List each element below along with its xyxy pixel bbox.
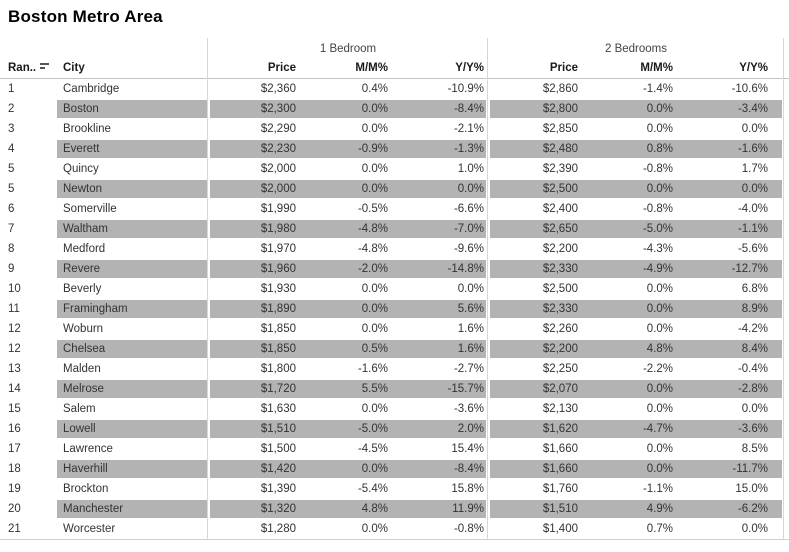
br2-mm-cell: 0.0%	[582, 99, 677, 119]
br1-price-cell: $1,630	[260, 403, 296, 415]
table-row	[0, 79, 789, 99]
table-row	[0, 479, 789, 499]
br1-mm-column-header[interactable]: M/M%	[355, 62, 388, 74]
br2-price-cell: $1,510	[488, 499, 582, 519]
br2-price-cell: $2,200	[488, 339, 582, 359]
br1-mm-cell: 0.0%	[361, 323, 388, 335]
br1-mm-cell: 0.0%	[361, 123, 388, 135]
br1-price-cell: $2,000	[208, 179, 300, 199]
rank-cell: 20	[8, 503, 21, 515]
br2-price-cell: $2,500	[488, 179, 582, 199]
br1-yy-cell: 0.0%	[392, 179, 488, 199]
br2-mm-cell: -4.7%	[582, 419, 677, 439]
city-cell: Revere	[57, 259, 208, 279]
city-cell: Framingham	[57, 299, 208, 319]
br1-yy-cell: -9.6%	[453, 243, 484, 255]
br2-mm-cell: 4.9%	[582, 499, 677, 519]
city-cell: Brookline	[63, 123, 111, 135]
br2-price-cell: $2,500	[542, 283, 578, 295]
br2-yy-cell: -10.6%	[731, 83, 768, 95]
br1-mm-cell: -4.8%	[357, 243, 388, 255]
br1-mm-cell: -0.9%	[300, 139, 392, 159]
br2-price-cell: $2,390	[542, 163, 578, 175]
br2-yy-cell: -3.4%	[677, 99, 784, 119]
br1-yy-cell: 0.0%	[457, 283, 484, 295]
br1-mm-cell: 0.0%	[361, 403, 388, 415]
br1-yy-cell: 1.6%	[457, 323, 484, 335]
rank-cell: 9	[8, 263, 15, 275]
br2-mm-cell: 0.0%	[646, 283, 673, 295]
table-row	[0, 239, 789, 259]
br1-yy-cell: 1.6%	[392, 339, 488, 359]
br2-mm-cell: 0.7%	[646, 523, 673, 535]
br1-price-cell: $1,420	[208, 459, 300, 479]
br1-mm-cell: -1.6%	[357, 363, 388, 375]
br2-mm-cell: 0.0%	[646, 443, 673, 455]
rank-cell: 3	[8, 123, 15, 135]
br1-mm-cell: 0.0%	[300, 459, 392, 479]
br2-yy-cell: 0.0%	[741, 403, 768, 415]
br2-price-cell: $2,130	[542, 403, 578, 415]
br2-mm-cell: -0.8%	[642, 163, 673, 175]
city-cell: Lawrence	[63, 443, 113, 455]
table-row	[0, 319, 789, 339]
br1-yy-column-header[interactable]: Y/Y%	[455, 62, 484, 74]
br2-price-cell: $2,070	[488, 379, 582, 399]
rank-cell: 21	[8, 523, 21, 535]
city-cell: Beverly	[63, 283, 102, 295]
br2-yy-cell: -3.6%	[677, 419, 784, 439]
br2-yy-cell: -11.7%	[677, 459, 784, 479]
br1-mm-cell: 0.4%	[361, 83, 388, 95]
table-row	[0, 419, 789, 439]
rank-cell: 17	[8, 443, 21, 455]
rank-cell: 19	[8, 483, 21, 495]
br2-yy-cell: -2.8%	[677, 379, 784, 399]
city-cell: Woburn	[63, 323, 104, 335]
br1-price-column-header[interactable]: Price	[267, 62, 296, 74]
br2-price-cell: $1,760	[542, 483, 578, 495]
rank-cell: 5	[8, 163, 15, 175]
city-cell: Boston	[57, 99, 208, 119]
br1-yy-cell: 5.6%	[392, 299, 488, 319]
br2-yy-cell: 8.9%	[677, 299, 784, 319]
city-cell: Everett	[57, 139, 208, 159]
rank-cell: 12	[8, 323, 21, 335]
br1-price-cell: $1,500	[260, 443, 296, 455]
section-divider-2	[487, 38, 488, 539]
br2-yy-cell: -12.7%	[677, 259, 784, 279]
table-row	[0, 119, 789, 139]
br2-mm-cell: -0.8%	[642, 203, 673, 215]
br1-price-cell: $1,320	[208, 499, 300, 519]
br2-yy-cell: 0.0%	[741, 123, 768, 135]
br2-mm-column-header[interactable]: M/M%	[640, 62, 673, 74]
sort-icon[interactable]	[40, 59, 51, 78]
br1-yy-cell: -14.8%	[392, 259, 488, 279]
br1-yy-cell: -1.3%	[392, 139, 488, 159]
br2-yy-cell: -4.0%	[737, 203, 768, 215]
br1-yy-cell: -3.6%	[453, 403, 484, 415]
br1-price-cell: $2,290	[260, 123, 296, 135]
br1-mm-cell: 0.0%	[361, 163, 388, 175]
br2-mm-cell: 0.0%	[582, 299, 677, 319]
br2-yy-cell: 8.4%	[677, 339, 784, 359]
city-cell: Quincy	[63, 163, 99, 175]
br1-yy-cell: 1.0%	[457, 163, 484, 175]
city-cell: Chelsea	[57, 339, 208, 359]
br1-yy-cell: -2.7%	[453, 363, 484, 375]
table-row	[0, 519, 789, 539]
rank-cell: 7	[8, 223, 15, 235]
rank-cell: 8	[8, 243, 15, 255]
city-cell: Melrose	[57, 379, 208, 399]
br2-mm-cell: -2.2%	[642, 363, 673, 375]
br1-mm-cell: -5.0%	[300, 419, 392, 439]
br1-mm-cell: -5.4%	[357, 483, 388, 495]
br1-price-cell: $1,280	[260, 523, 296, 535]
br2-mm-cell: 0.0%	[646, 323, 673, 335]
br1-yy-cell: -2.1%	[453, 123, 484, 135]
br1-price-cell: $1,890	[208, 299, 300, 319]
br1-yy-cell: -8.4%	[392, 99, 488, 119]
br1-yy-cell: 2.0%	[392, 419, 488, 439]
table-row	[0, 139, 789, 159]
city-cell: Salem	[63, 403, 96, 415]
br2-price-cell: $2,650	[488, 219, 582, 239]
br1-yy-cell: 15.8%	[451, 483, 484, 495]
rank-cell: 2	[8, 103, 15, 115]
br2-mm-cell: -4.3%	[642, 243, 673, 255]
br1-price-cell: $1,510	[208, 419, 300, 439]
br2-yy-cell: -0.4%	[737, 363, 768, 375]
br2-price-cell: $2,860	[542, 83, 578, 95]
br2-price-cell: $2,250	[542, 363, 578, 375]
rank-cell: 4	[8, 143, 15, 155]
br1-price-cell: $1,800	[260, 363, 296, 375]
br2-mm-cell: -1.1%	[642, 483, 673, 495]
table-row	[0, 459, 789, 479]
table-row	[0, 359, 789, 379]
rank-cell: 12	[8, 343, 21, 355]
table-row	[0, 379, 789, 399]
city-cell: Brockton	[63, 483, 109, 495]
br2-mm-cell: -1.4%	[642, 83, 673, 95]
br2-mm-cell: -4.9%	[582, 259, 677, 279]
br1-mm-cell: 5.5%	[300, 379, 392, 399]
br2-price-cell: $1,660	[488, 459, 582, 479]
rank-cell: 13	[8, 363, 21, 375]
br1-price-cell: $1,990	[260, 203, 296, 215]
br2-price-cell: $2,480	[488, 139, 582, 159]
br2-yy-cell: -5.6%	[737, 243, 768, 255]
rank-column-header[interactable]	[0, 58, 57, 78]
city-cell: Cambridge	[63, 83, 120, 95]
group-header-row	[0, 38, 789, 58]
rank-cell: 15	[8, 403, 21, 415]
rank-cell: 1	[8, 83, 15, 95]
table-row	[0, 159, 789, 179]
rank-cell: 11	[8, 303, 20, 315]
br2-yy-cell: 15.0%	[735, 483, 768, 495]
br1-price-cell: $2,230	[208, 139, 300, 159]
rank-cell: 14	[8, 383, 21, 395]
rank-cell: 16	[8, 423, 21, 435]
br2-mm-cell: -5.0%	[582, 219, 677, 239]
table-row	[0, 499, 789, 519]
table-body	[0, 79, 789, 539]
br1-mm-cell: 0.0%	[300, 99, 392, 119]
br1-price-cell: $1,850	[260, 323, 296, 335]
br1-mm-cell: 0.5%	[300, 339, 392, 359]
br1-price-cell: $2,300	[208, 99, 300, 119]
city-cell: Lowell	[57, 419, 208, 439]
rank-column-header-label: Ran..	[8, 61, 37, 74]
br2-yy-cell: 1.7%	[741, 163, 768, 175]
br2-mm-cell: 0.0%	[582, 379, 677, 399]
br2-price-cell: $2,200	[542, 243, 578, 255]
br2-yy-cell: 0.0%	[741, 523, 768, 535]
city-cell: Worcester	[63, 523, 116, 535]
br2-mm-cell: 4.8%	[582, 339, 677, 359]
column-header-row	[0, 58, 789, 79]
br2-price-cell: $2,330	[488, 259, 582, 279]
br1-mm-cell: -4.5%	[357, 443, 388, 455]
table-row	[0, 279, 789, 299]
br1-price-cell: $1,980	[208, 219, 300, 239]
br2-price-cell: $1,620	[488, 419, 582, 439]
br1-mm-cell: 0.0%	[361, 283, 388, 295]
br1-yy-cell: 15.4%	[451, 443, 484, 455]
br1-yy-cell: 11.9%	[392, 499, 488, 519]
br2-mm-cell: 0.0%	[646, 123, 673, 135]
table-row	[0, 99, 789, 119]
table-right-border	[783, 38, 784, 539]
br1-price-cell: $1,930	[260, 283, 296, 295]
br1-yy-cell: -7.0%	[392, 219, 488, 239]
city-cell: Newton	[57, 179, 208, 199]
rank-cell: 18	[8, 463, 21, 475]
br2-yy-cell: -4.2%	[737, 323, 768, 335]
br2-price-cell: $2,330	[488, 299, 582, 319]
br2-yy-column-header[interactable]: Y/Y%	[739, 62, 768, 74]
br1-mm-cell: 4.8%	[300, 499, 392, 519]
br2-yy-cell: 6.8%	[741, 283, 768, 295]
section-divider-1	[207, 38, 208, 539]
br1-price-cell: $2,360	[260, 83, 296, 95]
table-row	[0, 339, 789, 359]
br1-yy-cell: -0.8%	[453, 523, 484, 535]
rank-cell: 10	[8, 283, 21, 295]
br2-price-column-header[interactable]: Price	[549, 62, 578, 74]
br1-price-cell: $1,720	[208, 379, 300, 399]
table-row	[0, 179, 789, 199]
br2-yy-cell: 8.5%	[741, 443, 768, 455]
br2-price-cell: $2,260	[542, 323, 578, 335]
city-column-header[interactable]: City	[63, 62, 85, 74]
br2-price-cell: $2,800	[488, 99, 582, 119]
br1-price-cell: $1,390	[260, 483, 296, 495]
table-row	[0, 219, 789, 239]
br1-mm-cell: -0.5%	[357, 203, 388, 215]
rank-cell: 5	[8, 183, 15, 195]
br2-price-cell: $2,400	[542, 203, 578, 215]
br1-yy-cell: -10.9%	[447, 83, 484, 95]
br1-mm-cell: -2.0%	[300, 259, 392, 279]
br1-mm-cell: 0.0%	[300, 299, 392, 319]
group-header-2-bedrooms: 2 Bedrooms	[604, 43, 667, 55]
br1-yy-cell: -6.6%	[453, 203, 484, 215]
br1-price-cell: $1,970	[260, 243, 296, 255]
br2-price-cell: $1,400	[542, 523, 578, 535]
br1-yy-cell: -15.7%	[392, 379, 488, 399]
br1-yy-cell: -8.4%	[392, 459, 488, 479]
table-row	[0, 259, 789, 279]
br2-yy-cell: -6.2%	[677, 499, 784, 519]
br1-price-cell: $1,960	[208, 259, 300, 279]
br2-yy-cell: -1.1%	[677, 219, 784, 239]
br2-mm-cell: 0.8%	[582, 139, 677, 159]
city-cell: Manchester	[57, 499, 208, 519]
table-row	[0, 299, 789, 319]
br2-mm-cell: 0.0%	[582, 459, 677, 479]
br2-price-cell: $1,660	[542, 443, 578, 455]
br1-price-cell: $2,000	[260, 163, 296, 175]
page-title: Boston Metro Area	[8, 7, 163, 26]
br1-mm-cell: 0.0%	[361, 523, 388, 535]
city-cell: Haverhill	[57, 459, 208, 479]
br2-yy-cell: -1.6%	[677, 139, 784, 159]
table-row	[0, 439, 789, 459]
br2-mm-cell: 0.0%	[582, 179, 677, 199]
br1-mm-cell: -4.8%	[300, 219, 392, 239]
br1-mm-cell: 0.0%	[300, 179, 392, 199]
table-row	[0, 399, 789, 419]
rank-cell: 6	[8, 203, 15, 215]
br2-price-cell: $2,850	[542, 123, 578, 135]
br2-yy-cell: 0.0%	[677, 179, 784, 199]
group-header-blank	[0, 38, 208, 60]
city-cell: Somerville	[63, 203, 117, 215]
table-row	[0, 199, 789, 219]
data-table	[0, 38, 789, 540]
city-cell: Malden	[63, 363, 101, 375]
group-header-1-bedroom: 1 Bedroom	[319, 43, 377, 55]
br2-mm-cell: 0.0%	[646, 403, 673, 415]
city-cell: Waltham	[57, 219, 208, 239]
city-cell: Medford	[63, 243, 106, 255]
br1-price-cell: $1,850	[208, 339, 300, 359]
